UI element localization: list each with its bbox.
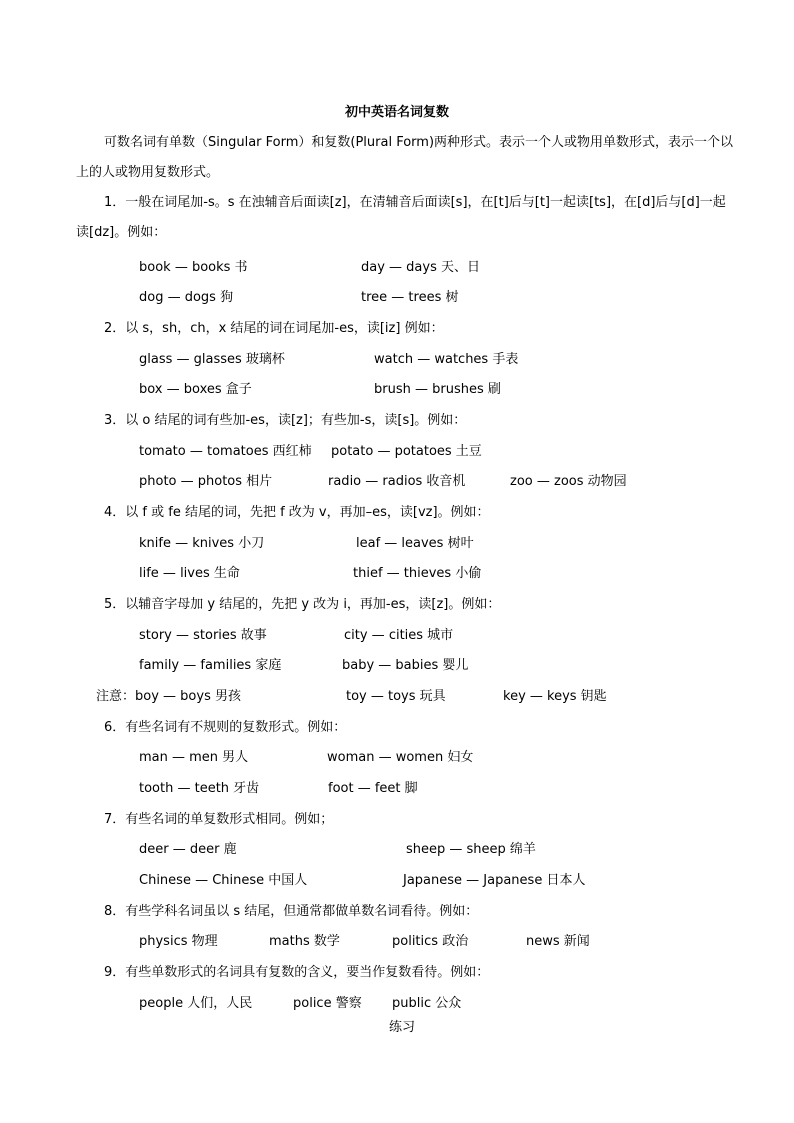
example-item: sheep — sheep 绵羊 (406, 842, 536, 857)
example-item: physics 物理 (139, 934, 218, 949)
example-item: city — cities 城市 (344, 628, 454, 643)
example-item: politics 政治 (392, 934, 469, 949)
example-item: photo — photos 相片 (139, 474, 273, 489)
example-item: people 人们，人民 (139, 996, 253, 1011)
section-footer-heading: 练习 (389, 1020, 416, 1035)
rule-2: 2．以 s，sh，ch，x 结尾的词在词尾加-es，读[iz] 例如： (104, 321, 444, 336)
example-item: woman — women 妇女 (327, 750, 474, 765)
example-item: day — days 天、日 (361, 260, 480, 275)
example-item: radio — radios 收音机 (328, 474, 466, 489)
rule-7: 7．有些名词的单复数形式相同。例如； (104, 812, 334, 827)
example-item: Japanese — Japanese 日本人 (403, 873, 586, 888)
example-item: book — books 书 (139, 260, 248, 275)
intro-paragraph: 可数名词有单数（Singular Form）和复数(Plural Form)两种形式。表示一个人或物用单数形式，表示一个以上的人或物用复数形式。 (76, 135, 734, 180)
rule-5: 5．以辅音字母加 y 结尾的，先把 y 改为 i，再加-es，读[z]。例如： (104, 597, 501, 612)
page-title: 初中英语名词复数 (344, 105, 449, 120)
example-item: Chinese — Chinese 中国人 (139, 873, 308, 888)
example-item: tomato — tomatoes 西红柿 (139, 444, 312, 459)
example-item: brush — brushes 刷 (374, 382, 501, 397)
note-item: key — keys 钥匙 (503, 689, 607, 704)
example-item: leaf — leaves 树叶 (356, 536, 474, 551)
example-item: man — men 男人 (139, 750, 249, 765)
example-item: public 公众 (392, 996, 462, 1011)
example-item: family — families 家庭 (139, 658, 282, 673)
example-item: police 警察 (293, 996, 362, 1011)
example-item: knife — knives 小刀 (139, 536, 265, 551)
note-item: toy — toys 玩具 (346, 689, 446, 704)
example-item: tooth — teeth 牙齿 (139, 781, 260, 796)
example-item: thief — thieves 小偷 (353, 566, 482, 581)
example-item: foot — feet 脚 (328, 781, 418, 796)
example-item: zoo — zoos 动物园 (510, 474, 627, 489)
rule-6: 6．有些名词有不规则的复数形式。例如： (104, 720, 347, 735)
rule-3: 3．以 o 结尾的词有些加-es，读[z]；有些加-s，读[s]。例如： (104, 413, 467, 428)
rule-8: 8．有些学科名词虽以 s 结尾，但通常都做单数名词看待。例如： (104, 904, 479, 919)
example-item: life — lives 生命 (139, 566, 240, 581)
example-item: watch — watches 手表 (374, 352, 519, 367)
example-item: potato — potatoes 土豆 (331, 444, 482, 459)
example-item: baby — babies 婴儿 (342, 658, 469, 673)
example-item: dog — dogs 狗 (139, 290, 234, 305)
example-item: story — stories 故事 (139, 628, 267, 643)
note-item: 注意：boy — boys 男孩 (96, 689, 241, 704)
example-item: box — boxes 盒子 (139, 382, 252, 397)
rule-4: 4．以 f 或 fe 结尾的词，先把 f 改为 v，再加–es，读[vz]。例如： (104, 505, 490, 520)
example-item: glass — glasses 玻璃杯 (139, 352, 285, 367)
example-item: news 新闻 (526, 934, 590, 949)
example-item: deer — deer 鹿 (139, 842, 237, 857)
rule-9: 9．有些单数形式的名词具有复数的含义，要当作复数看待。例如： (104, 965, 490, 980)
example-item: tree — trees 树 (361, 290, 459, 305)
rule-1: 1．一般在词尾加-s。s 在浊辅音后面读[z]，在清辅音后面读[s]，在[t]后与[t]一起读[ts]，在[d]后与[d]一起读[dz]。例如： (76, 195, 726, 240)
example-item: maths 数学 (269, 934, 340, 949)
